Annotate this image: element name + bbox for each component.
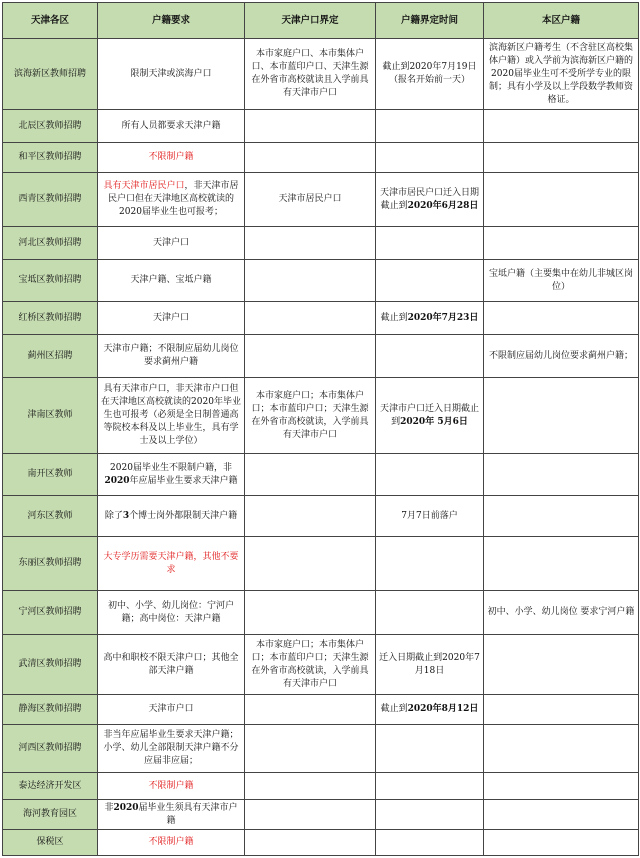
definition-time-text: 截止到 <box>380 312 408 323</box>
definition-time-cell <box>376 110 484 143</box>
requirement-cell: 天津户口 <box>98 302 245 335</box>
requirement-cell: 高中和职校不限天津户口；其他全部天津户籍 <box>98 635 245 695</box>
table-row <box>3 335 639 378</box>
header-hukou-definition: 天津户口界定 <box>245 3 376 39</box>
district-cell: 西青区教师招聘 <box>3 173 98 227</box>
hukou-definition-cell <box>245 302 376 335</box>
district-cell: 河西区教师招聘 <box>3 725 98 773</box>
local-hukou-cell <box>484 800 639 830</box>
definition-time-cell <box>376 227 484 260</box>
hukou-definition-cell <box>245 725 376 773</box>
header-requirement: 户籍要求 <box>98 3 245 39</box>
district-cell: 东丽区教师招聘 <box>3 537 98 591</box>
local-hukou-cell <box>484 227 639 260</box>
requirement-cell: 天津市户籍；不限制应届幼儿岗位要求蓟州户籍 <box>98 335 245 378</box>
hukou-definition-cell <box>245 260 376 302</box>
table-row <box>3 227 639 260</box>
local-hukou-cell <box>484 695 639 725</box>
table-row <box>3 800 639 830</box>
header-local-hukou: 本区户籍 <box>484 3 639 39</box>
district-cell: 红桥区教师招聘 <box>3 302 98 335</box>
requirement-cell: 初中、小学、幼儿岗位：宁河户籍；高中岗位：天津户籍 <box>98 591 245 635</box>
table-row <box>3 302 639 335</box>
requirement-cell <box>98 454 245 496</box>
requirement-text: 除了 <box>104 510 123 521</box>
hukou-definition-cell <box>245 800 376 830</box>
requirement-cell: 非当年应届毕业生要求天津户籍；小学、幼儿全部限制天津户籍不分应届非应届； <box>98 725 245 773</box>
table-row <box>3 537 639 591</box>
definition-time-cell <box>376 378 484 454</box>
requirement-cell <box>98 800 245 830</box>
hukou-definition-cell <box>245 110 376 143</box>
hukou-definition-cell: 本市家庭户口；本市集体户口；本市蓝印户口；天津生源在外省市高校就读，入学前具有天津市户口 <box>245 378 376 454</box>
requirement-cell <box>98 496 245 537</box>
definition-time-cell <box>376 143 484 173</box>
header-definition-time: 户籍界定时间 <box>376 3 484 39</box>
table-row <box>3 454 639 496</box>
requirement-text: 2020届毕业生不限制户籍，非 <box>110 462 232 473</box>
district-cell: 南开区教师 <box>3 454 98 496</box>
definition-time-cell <box>376 335 484 378</box>
district-cell: 河东区教师 <box>3 496 98 537</box>
definition-time-date: 2020年7月23日 <box>407 312 479 323</box>
district-cell: 武清区教师招聘 <box>3 635 98 695</box>
requirement-text: ，非天津市居民户口但在天津地区高校就读的2020届毕业生也可报考； <box>107 181 239 217</box>
hukou-definition-cell <box>245 773 376 800</box>
definition-time-date: 2020年8月12日 <box>407 704 479 714</box>
requirement-text: 届毕业生须具有天津市户籍 <box>138 802 238 826</box>
requirement-cell: 天津户籍、宝坻户籍 <box>98 260 245 302</box>
district-cell: 津南区教师 <box>3 378 98 454</box>
hukou-table <box>2 2 639 856</box>
local-hukou-cell <box>484 143 639 173</box>
table-row <box>3 773 639 800</box>
district-cell: 蓟州区招聘 <box>3 335 98 378</box>
requirement-cell: 所有人员都要求天津户籍 <box>98 110 245 143</box>
hukou-definition-cell <box>245 335 376 378</box>
requirement-cell: 不限制户籍 <box>98 143 245 173</box>
definition-time-cell <box>376 537 484 591</box>
hukou-definition-cell <box>245 143 376 173</box>
local-hukou-cell: 宝坻户籍（主要集中在幼儿非城区岗位） <box>484 260 639 302</box>
district-cell: 北辰区教师招聘 <box>3 110 98 143</box>
definition-time-text: 天津市户口迁入日期截止到 <box>379 403 479 427</box>
hukou-definition-cell: 本市家庭户口；本市集体户口；本市蓝印户口；天津生源在外省市高校就读，入学前具有天津市户口 <box>245 635 376 695</box>
definition-time-date: 2020年6月28日 <box>407 200 479 211</box>
requirement-text: 年应届毕业生要求天津户籍 <box>129 475 238 486</box>
local-hukou-cell <box>484 725 639 773</box>
table-row <box>3 635 639 695</box>
definition-time-cell <box>376 830 484 856</box>
local-hukou-cell <box>484 635 639 695</box>
local-hukou-cell <box>484 773 639 800</box>
requirement-cell: 天津市户口 <box>98 695 245 725</box>
requirement-cell: 天津户口 <box>98 227 245 260</box>
hukou-definition-cell <box>245 695 376 725</box>
local-hukou-cell: 滨海新区户籍考生（不含驻区高校集体户籍）或入学前为滨海新区户籍的2020届毕业生可不受所学专业的限制；具有小学及以上学段数学教师资格证。 <box>484 39 639 110</box>
district-cell: 滨海新区教师招聘 <box>3 39 98 110</box>
table-row <box>3 110 639 143</box>
definition-time-cell <box>376 773 484 800</box>
hukou-definition-cell: 本市家庭户口、本市集体户口、本市蓝印户口、天津生源在外省市高校就读且入学前具有天津市户口 <box>245 39 376 110</box>
local-hukou-cell <box>484 454 639 496</box>
local-hukou-cell <box>484 302 639 335</box>
hukou-definition-cell <box>245 537 376 591</box>
requirement-cell: 不限制户籍 <box>98 773 245 800</box>
requirement-bold: 2020 <box>113 802 139 813</box>
definition-time-text: 天津市居民户口迁入日期截止到 <box>379 187 479 211</box>
district-cell: 泰达经济开发区 <box>3 773 98 800</box>
local-hukou-cell <box>484 537 639 591</box>
definition-time-cell <box>376 302 484 335</box>
local-hukou-cell: 初中、小学、幼儿岗位 要求宁河户籍 <box>484 591 639 635</box>
local-hukou-cell <box>484 496 639 537</box>
local-hukou-cell <box>484 110 639 143</box>
requirement-text: 个博士岗外都限制天津户籍 <box>129 510 238 521</box>
local-hukou-cell: 不限制应届幼儿岗位要求蓟州户籍； <box>484 335 639 378</box>
table-row <box>3 260 639 302</box>
requirement-bold: 2020 <box>104 475 130 486</box>
requirement-cell: 具有天津市户口，非天津市户口但在天津地区高校就读的2020年毕业生也可报考（必须是全日制普通高等院校本科及以上毕业生，具有学士及以上学位） <box>98 378 245 454</box>
definition-time-cell <box>376 800 484 830</box>
definition-time-cell <box>376 260 484 302</box>
local-hukou-cell <box>484 830 639 856</box>
definition-time-cell <box>376 454 484 496</box>
table-row <box>3 830 639 856</box>
definition-time-cell: 7月7日前落户 <box>376 496 484 537</box>
hukou-definition-cell <box>245 496 376 537</box>
requirement-text: 非 <box>104 802 114 813</box>
definition-time-cell: 迁入日期截止到2020年7月18日 <box>376 635 484 695</box>
table-row <box>3 725 639 773</box>
requirement-bold: 3 <box>122 510 130 521</box>
definition-time-text: 截止到 <box>380 704 408 714</box>
local-hukou-cell <box>484 378 639 454</box>
table-row <box>3 695 639 725</box>
district-cell: 河北区教师招聘 <box>3 227 98 260</box>
district-cell: 保税区 <box>3 830 98 856</box>
definition-time-cell <box>376 591 484 635</box>
district-cell: 宝坻区教师招聘 <box>3 260 98 302</box>
hukou-definition-cell <box>245 830 376 856</box>
requirement-cell: 不限制户籍 <box>98 830 245 856</box>
requirement-highlight: 具有天津市居民户口 <box>103 181 185 191</box>
definition-time-cell <box>376 695 484 725</box>
requirement-cell: 限制天津或滨海户口 <box>98 39 245 110</box>
district-cell: 和平区教师招聘 <box>3 143 98 173</box>
requirement-cell <box>98 173 245 227</box>
definition-time-cell <box>376 173 484 227</box>
district-cell: 静海区教师招聘 <box>3 695 98 725</box>
hukou-definition-cell <box>245 591 376 635</box>
table-row <box>3 143 639 173</box>
table-row <box>3 591 639 635</box>
hukou-definition-cell <box>245 227 376 260</box>
requirement-cell: 大专学历需要天津户籍，其他不要求 <box>98 537 245 591</box>
header-district: 天津各区 <box>3 3 98 39</box>
hukou-definition-cell: 天津市居民户口 <box>245 173 376 227</box>
definition-time-cell <box>376 725 484 773</box>
district-cell: 海河教育园区 <box>3 800 98 830</box>
local-hukou-cell <box>484 173 639 227</box>
header-row <box>3 3 639 39</box>
definition-time-cell: 截止到2020年7月19日（报名开始前一天） <box>376 39 484 110</box>
table-row <box>3 496 639 537</box>
district-cell: 宁河区教师招聘 <box>3 591 98 635</box>
table-row <box>3 39 639 110</box>
table-row <box>3 378 639 454</box>
table-row <box>3 173 639 227</box>
definition-time-date: 2020年 5月6日 <box>400 416 468 427</box>
hukou-definition-cell <box>245 454 376 496</box>
